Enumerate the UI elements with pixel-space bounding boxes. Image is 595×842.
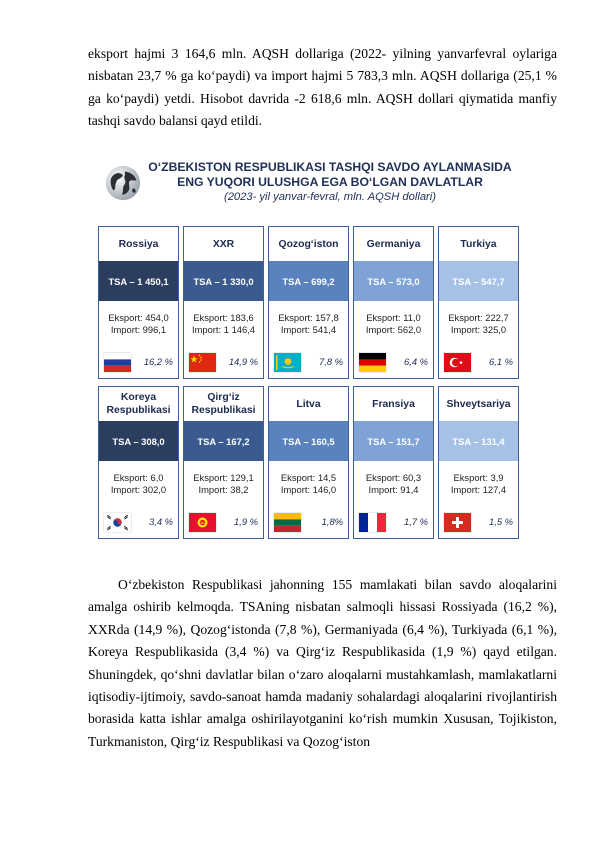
import-value: Import: 91,4 [368, 484, 419, 495]
country-card [183, 226, 264, 379]
country-card [438, 226, 519, 379]
germany-flag-icon [359, 353, 386, 372]
import-value: Import: 127,4 [450, 484, 507, 495]
share-value: 1,8% [321, 516, 343, 527]
import-value: Import: 38,2 [198, 484, 249, 495]
country-name: XXR [212, 238, 235, 250]
import-value: Import: 562,0 [365, 324, 422, 335]
country-name: Fransiya [372, 398, 415, 410]
france-flag-icon [359, 513, 386, 532]
export-value: Eksport: 129,1 [193, 472, 254, 483]
country-card [353, 226, 434, 379]
kazakhstan-flag-icon [274, 353, 301, 372]
tsa-value: TSA – 308,0 [99, 421, 178, 461]
country-card [268, 386, 349, 539]
country-card [98, 386, 179, 539]
export-value: Eksport: 60,3 [365, 472, 422, 483]
tsa-value: TSA – 160,5 [269, 421, 348, 461]
russia-flag-icon [104, 353, 131, 372]
import-value: Import: 302,0 [110, 484, 167, 495]
share-value: 3,4 % [149, 516, 173, 527]
share-value: 6,1 % [489, 356, 513, 367]
title-line-1: OʻZBEKISTON RESPUBLIKASI TASHQI SAVDO AYLANMASIDA [148, 160, 512, 174]
country-name: Turkiya [460, 238, 497, 250]
tsa-value: TSA – 167,2 [184, 421, 263, 461]
export-value: Eksport: 11,0 [366, 312, 421, 323]
south-korea-flag-icon [104, 513, 131, 532]
export-value: Eksport: 183,6 [193, 312, 254, 323]
country-card [438, 386, 519, 539]
infographic-title [142, 160, 518, 204]
tsa-value: TSA – 1 330,0 [184, 261, 263, 301]
export-value: Eksport: 14,5 [280, 472, 337, 483]
share-value: 1,9 % [234, 516, 258, 527]
export-value: Eksport: 6,0 [113, 472, 164, 483]
paragraph-bottom: Oʻzbekiston Respublikasi jahonning 155 mamlakati bilan savdo aloqalarini amalga oshirib kelmoqda. TSAning nisbatan salmoqli hissasi Rossiyada (16,2 %), XXRda (14,9 %), Qozogʻistonda (7,8 %), Germaniyada (6,4 %), Turkiyada (6,1 %), Koreya Respublikasida (3,4 %) va Qirgʻiz Respublikasida (1,9 %) qayd etilgan. Shuningdek, qoʻshni davlatlar bilan oʻzaro aloqalarni mustahkamlash, mamlakatlarni iqtisodiy-ijtimoiy, savdo-sanoat hamda madaniy sohalardagi aloqalarini rivojlantirish borasida katta ishlar amalga oshirilayotganini koʻrish mumkin Xususan, Tojikiston, Turkmaniston, Qirgʻiz Respublikasi va Qozogʻiston [88, 577, 557, 749]
export-value: Eksport: 157,8 [278, 312, 339, 323]
share-value: 16,2 % [143, 356, 173, 367]
trade-partners-infographic [96, 160, 520, 542]
country-card [183, 386, 264, 539]
import-value: Import: 325,0 [450, 324, 507, 335]
country-card [353, 386, 434, 539]
title-line-3: (2023- yil yanvar-fevral, mln. AQSH dollari) [223, 191, 436, 203]
tsa-value: TSA – 547,7 [439, 261, 518, 301]
share-value: 7,8 % [319, 356, 343, 367]
share-value: 14,9 % [228, 356, 258, 367]
share-value: 1,5 % [489, 516, 513, 527]
import-value: Import: 996,1 [110, 324, 167, 335]
lithuania-flag-icon [274, 513, 301, 532]
country-name: Rossiya [118, 238, 159, 250]
country-card [98, 226, 179, 379]
import-value: Import: 541,4 [280, 324, 337, 335]
turkey-flag-icon [444, 353, 471, 372]
country-name: Koreya Respublikasi [106, 392, 171, 416]
country-name: Germaniya [366, 238, 421, 250]
china-flag-icon [189, 353, 216, 372]
switzerland-flag-icon [444, 513, 471, 532]
title-line-2: ENG YUQORI ULUSHGA EGA BOʻLGAN DAVLATLAR [177, 175, 483, 189]
tsa-value: TSA – 1 450,1 [99, 261, 178, 301]
export-value: Eksport: 3,9 [453, 472, 504, 483]
export-value: Eksport: 222,7 [448, 312, 509, 323]
paragraph-top: eksport hajmi 3 164,6 mln. AQSH dollariga (2022- yilning yanvarfevral oylariga nisbatan 23,7 % ga koʻpaydi) va import hajmi 5 783,3 mln. AQSH dollariga (25,1 % ga koʻpaydi) yetdi. Hisobot davrida -2 618,6 mln. AQSH dollari qiymatida manfiy tashqi savdo balansi qayd etildi. [88, 46, 557, 129]
import-value: Import: 1 146,4 [191, 324, 256, 335]
country-name: Litva [296, 398, 321, 410]
country-name: Shveytsariya [446, 398, 511, 410]
kyrgyzstan-flag-icon [189, 513, 216, 532]
country-name: Qozogʻiston [278, 238, 339, 250]
globe-icon [104, 164, 142, 202]
share-value: 1,7 % [404, 516, 428, 527]
share-value: 6,4 % [404, 356, 428, 367]
tsa-value: TSA – 573,0 [354, 261, 433, 301]
tsa-value: TSA – 131,4 [439, 421, 518, 461]
tsa-value: TSA – 151,7 [354, 421, 433, 461]
country-card [268, 226, 349, 379]
tsa-value: TSA – 699,2 [269, 261, 348, 301]
import-value: Import: 146,0 [280, 484, 337, 495]
export-value: Eksport: 454,0 [108, 312, 169, 323]
country-name: Qirgʻiz Respublikasi [191, 392, 256, 416]
